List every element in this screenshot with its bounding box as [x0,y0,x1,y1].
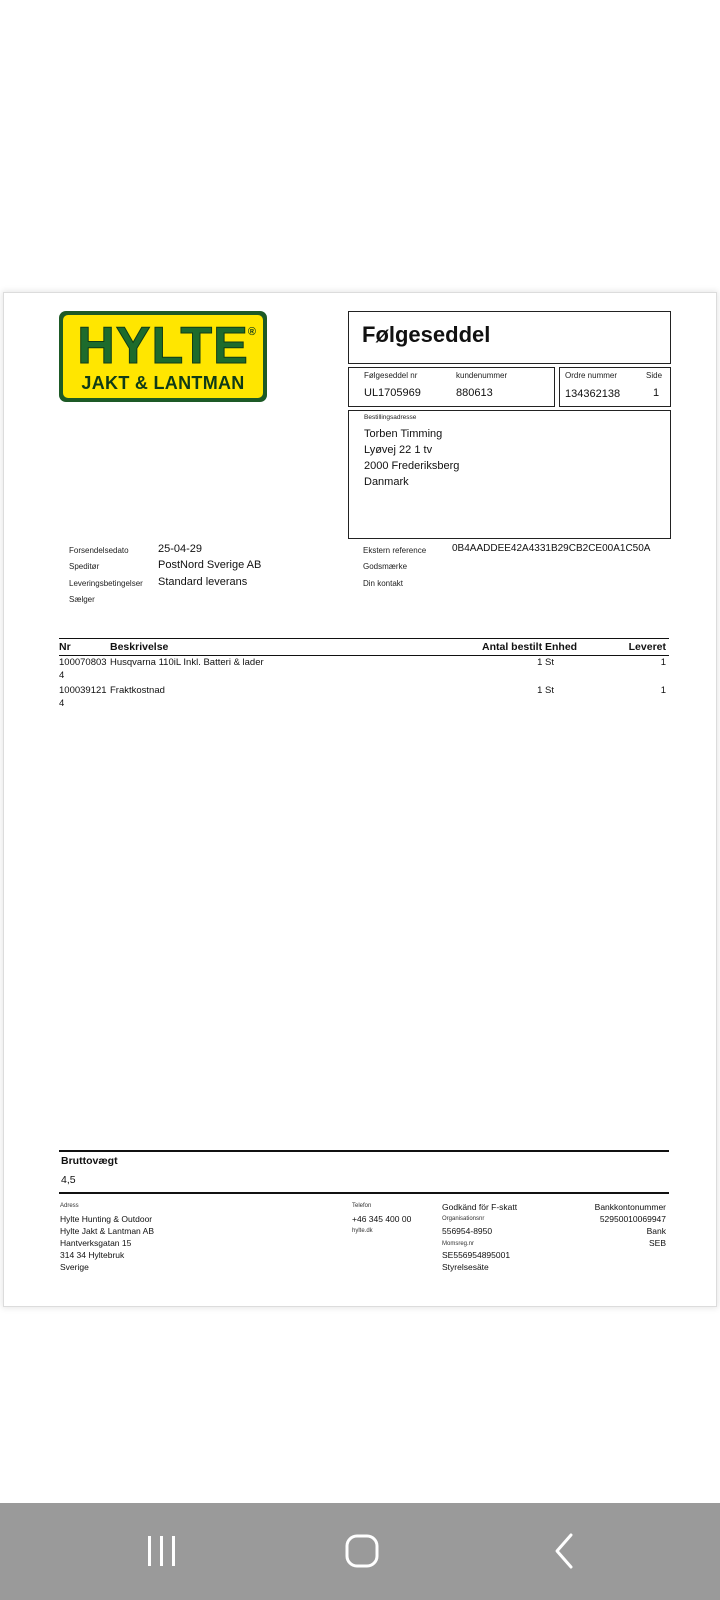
footer-adress-line: Sverige [60,1262,89,1272]
row-nr-suffix: 4 [59,670,65,681]
footer-moms-label: Momsreg.nr [442,1241,475,1247]
logo-subtitle: JAKT & LANTMAN [81,373,245,393]
address-label: Bestillingsadresse [364,414,417,421]
side-label: Side [646,371,663,380]
row-nr: 100070803 [59,657,107,668]
kundenummer-label: kundenummer [456,371,508,380]
kundenummer-value: 880613 [456,387,493,399]
info-label-godsmaerke: Godsmærke [363,562,408,571]
info-value-forsendelsedato: 25-04-29 [158,543,203,555]
row-antal: 1 St [537,685,554,696]
back-icon [545,1531,589,1571]
title-box [348,311,671,364]
home-icon [340,1531,384,1571]
info-value-leveringsbetingelser: Standard leverans [158,576,248,588]
info-label-din-kontakt: Din kontakt [363,579,404,588]
brutto-value: 4,5 [61,1174,76,1186]
address-line: Torben Timming [364,428,443,440]
table-header-rule [59,655,669,656]
footer-adress-line: 314 34 Hyltebruk [60,1250,125,1260]
table-top-rule [59,638,669,639]
address-box [348,410,671,539]
footer-adress-line: Hantverksgatan 15 [60,1238,132,1248]
brutto-label: Bruttovægt [61,1155,118,1167]
recent-apps-icon [140,1531,184,1571]
footer-bankkonto: 52950010069947 [599,1214,666,1224]
info-value-ekstern-reference: 0B4AADDEE42A4331B29CB2CE00A1C50A [452,543,651,554]
address-line: 2000 Frederiksberg [364,460,460,472]
row-beskrivelse: Fraktkostnad [110,685,165,696]
col-header-beskrivelse: Beskrivelse [110,641,169,653]
ordre-value: 134362138 [565,388,621,400]
address-line: Lyøvej 22 1 tv [364,444,433,456]
row-nr-suffix: 4 [59,698,65,709]
footer-adress-line: Hylte Jakt & Lantman AB [60,1226,155,1236]
side-value: 1 [653,387,660,399]
logo-registered-mark: ® [247,326,256,338]
footer-org: 556954-8950 [442,1226,493,1236]
address-line: Danmark [364,476,409,488]
row-beskrivelse: Husqvarna 110iL Inkl. Batteri & lader [110,657,264,668]
info-label-speditor: Speditør [69,562,100,571]
info-label-forsendelsedato: Forsendelsedato [69,546,129,555]
brutto-top-rule [59,1150,669,1152]
info-value-speditor: PostNord Sverige AB [158,559,262,571]
footer-bank-label: Bank [646,1226,666,1236]
footer-adress-line: Hylte Hunting & Outdoor [60,1214,153,1224]
document-title: Følgeseddel [362,322,491,347]
info-label-leveringsbetingelser: Leveringsbetingelser [69,579,143,588]
hylte-logo [59,311,267,402]
recent-apps-button[interactable] [140,1531,184,1571]
footer-bank: SEB [648,1238,666,1248]
system-navigation-bar [0,1503,720,1600]
info-label-ekstern-reference: Ekstern reference [363,546,427,555]
footer-telefon: +46 345 400 00 [352,1214,412,1224]
info-label-saelger: Sælger [69,595,95,604]
footer-adress-label: Adress [60,1203,79,1209]
row-nr: 100039121 [59,685,107,696]
footer-telefon-label: Telefon [352,1203,372,1209]
col-header-antal: Antal bestilt Enhed [482,641,578,653]
footer-fskatt: Godkänd för F-skatt [442,1202,518,1212]
order-box [559,367,671,407]
footer-bankkonto-label: Bankkontonummer [594,1202,666,1212]
footer-org-label: Organisationsnr [442,1216,485,1222]
row-leveret: 1 [660,685,666,696]
delivery-note-page [4,293,716,1306]
footer-web: hylte.dk [352,1228,373,1234]
footer-styrelse: Styrelsesäte [442,1262,489,1272]
col-header-nr: Nr [59,641,71,653]
row-leveret: 1 [660,657,666,668]
col-header-leveret: Leveret [628,641,666,653]
back-button[interactable] [545,1531,589,1571]
ordre-label: Ordre nummer [565,371,618,380]
folgeseddel-nr-value: UL1705969 [364,387,421,399]
footer-top-rule [59,1192,669,1194]
number-box [348,367,555,407]
home-button[interactable] [340,1531,384,1571]
folgeseddel-nr-label: Følgeseddel nr [364,371,418,380]
row-antal: 1 St [537,657,554,668]
logo-word: HYLTE [77,317,249,375]
footer-moms: SE556954895001 [442,1250,511,1260]
